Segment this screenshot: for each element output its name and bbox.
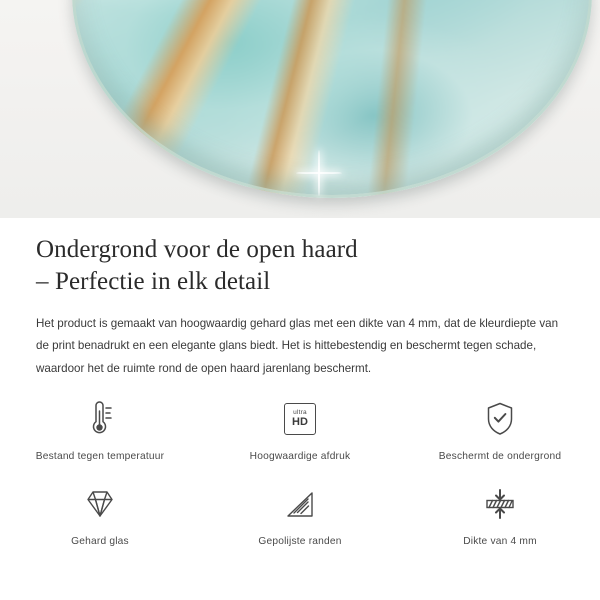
ultra-hd-icon — [284, 395, 316, 443]
feature-label: Beschermt de ondergrond — [438, 451, 562, 462]
ultra-hd-top-label: ultra — [293, 408, 307, 416]
feature-item-polished-edges — [200, 480, 400, 547]
feature-label: Dikte van 4 mm — [463, 536, 537, 547]
diamond-icon — [81, 480, 119, 528]
round-glass-plate — [72, 0, 592, 198]
text-content — [0, 218, 600, 380]
feature-grid — [0, 395, 600, 547]
feature-item-surface-protection — [400, 395, 600, 462]
thermometer-icon — [83, 395, 117, 443]
feature-label: Bestand tegen temperatuur — [35, 451, 165, 462]
thickness-4mm-icon — [481, 480, 519, 528]
description-paragraph: Het product is gemaakt van hoogwaardig gehard glas met een dikte van 4 mm, dat de kleurdiepte van de print benadrukt en een elegante glans biedt. Het is hittebestendig en beschermt tegen schade, waardoor het de ruimte rond de open haard jarenlang beschermt. — [36, 317, 559, 375]
ultra-hd-bottom-label: HD — [292, 416, 308, 429]
feature-label: Gehard glas — [71, 536, 129, 547]
feature-item-tempered-glass — [0, 480, 200, 547]
feature-label: Hoogwaardige afdruk — [249, 451, 351, 462]
polished-edges-icon — [283, 480, 317, 528]
feature-item-temperature — [0, 395, 200, 462]
shield-check-icon — [484, 395, 516, 443]
feature-label: Gepolijste randen — [258, 536, 342, 547]
feature-item-thickness — [400, 480, 600, 547]
headline-line-1: Ondergrond voor de open haard — [36, 236, 358, 263]
hero-product-image — [0, 0, 600, 218]
page-title — [0, 218, 600, 297]
feature-item-print-quality — [200, 395, 400, 462]
headline-line-2: – Perfectie in elk detail — [36, 267, 271, 295]
